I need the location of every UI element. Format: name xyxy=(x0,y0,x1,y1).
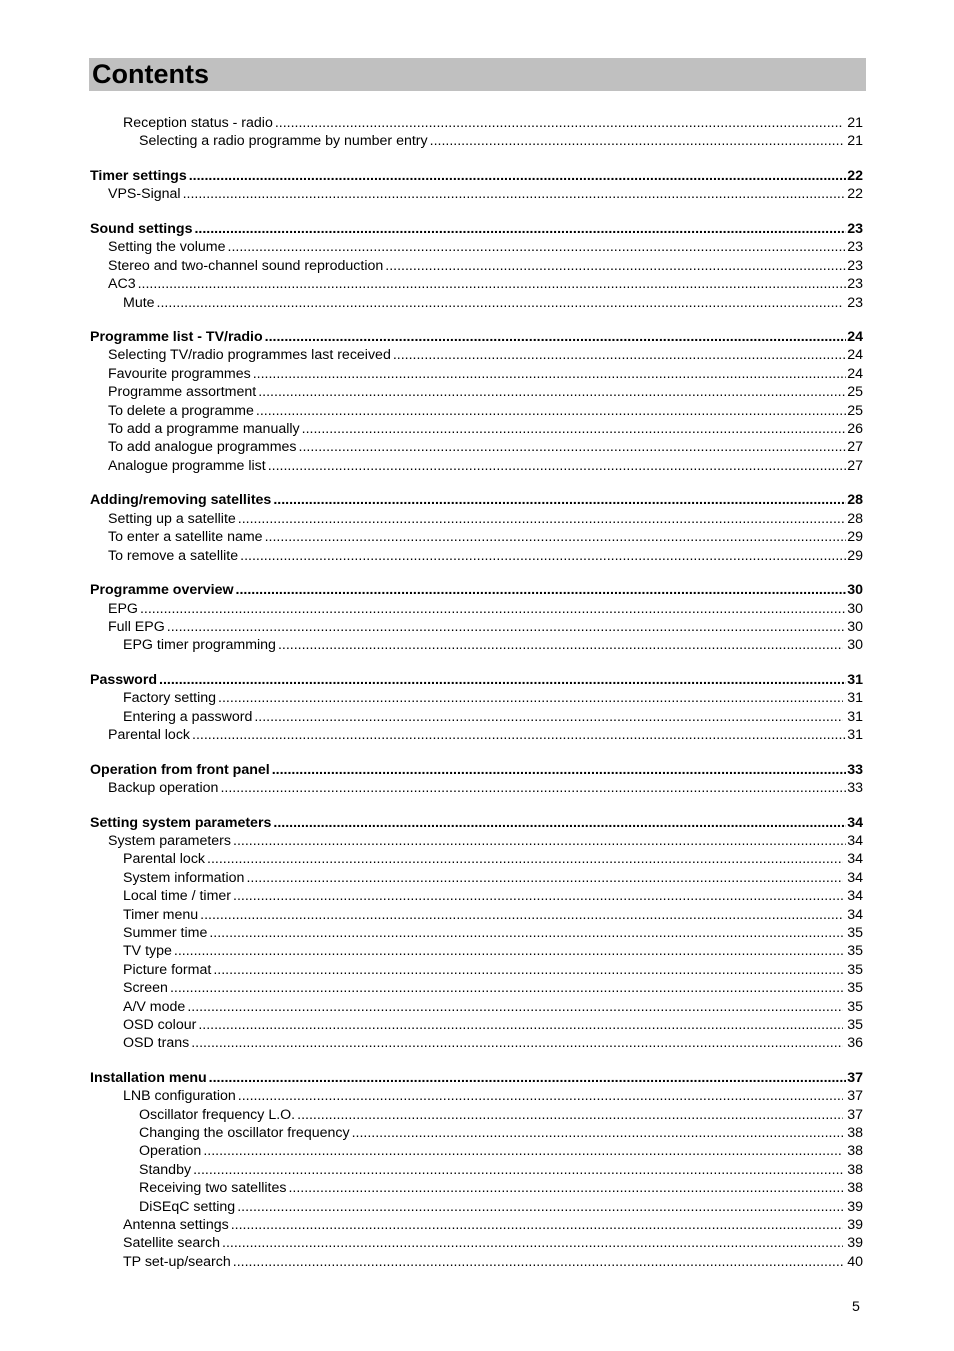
toc-entry-title: Adding/removing satellites xyxy=(90,492,272,509)
toc-entry-title: EPG timer programming xyxy=(123,637,276,654)
toc-entry-title: Mute xyxy=(123,294,155,311)
toc-entry-page: 23 xyxy=(847,294,863,311)
toc-entry[interactable] xyxy=(90,257,863,275)
toc-entry[interactable] xyxy=(90,346,863,364)
toc-entry[interactable] xyxy=(90,1034,863,1052)
toc-entry[interactable] xyxy=(90,365,863,383)
toc-entry-title: Programme overview xyxy=(90,582,234,599)
toc-entry-title: Summer time xyxy=(123,924,208,941)
section-gap xyxy=(90,744,863,760)
toc-entry-page: 24 xyxy=(847,365,863,382)
toc-entry[interactable] xyxy=(90,887,863,905)
section-gap xyxy=(90,312,863,328)
toc-entry-title: Full EPG xyxy=(108,618,165,635)
toc-entry[interactable] xyxy=(90,924,863,942)
toc-entry[interactable] xyxy=(90,1198,863,1216)
toc-entry-page: 37 xyxy=(847,1069,863,1086)
toc-entry[interactable] xyxy=(90,600,863,618)
toc-entry[interactable] xyxy=(90,1161,863,1179)
dot-leader xyxy=(170,979,843,997)
toc-entry-page: 36 xyxy=(847,1035,863,1052)
dot-leader xyxy=(265,328,847,346)
dot-leader xyxy=(200,906,843,924)
section-gap xyxy=(90,655,863,671)
dot-leader xyxy=(297,1106,843,1124)
toc-entry-title: Local time / timer xyxy=(123,888,232,905)
dot-leader xyxy=(220,779,846,797)
dot-leader xyxy=(203,1142,843,1160)
toc-entry[interactable] xyxy=(90,1179,863,1197)
toc-entry-page: 26 xyxy=(847,421,863,438)
toc-entry-page: 24 xyxy=(847,329,863,346)
dot-leader xyxy=(194,220,846,238)
toc-entry-page: 25 xyxy=(847,384,863,401)
toc-entry[interactable] xyxy=(90,438,863,456)
toc-entry-title: Entering a password xyxy=(123,708,253,725)
toc-entry-title: Reception status - radio xyxy=(123,115,273,131)
toc-entry-page: 37 xyxy=(847,1088,863,1105)
toc-entry-page: 38 xyxy=(847,1161,863,1178)
toc-entry[interactable] xyxy=(90,1106,863,1124)
toc-entry-title: EPG xyxy=(108,600,138,617)
toc-entry-title: DiSEqC setting xyxy=(139,1198,236,1215)
dot-leader xyxy=(253,365,847,383)
toc-entry-page: 30 xyxy=(847,582,863,599)
toc-entry-page: 22 xyxy=(847,186,863,203)
dot-leader xyxy=(236,581,847,599)
dot-leader xyxy=(222,1234,843,1252)
toc-entry-page: 23 xyxy=(847,276,863,293)
toc-entry-page: 38 xyxy=(847,1125,863,1142)
toc-entry-title: Screen xyxy=(123,980,168,997)
toc-entry-page: 24 xyxy=(847,347,863,364)
toc-entry[interactable] xyxy=(90,1142,863,1160)
dot-leader xyxy=(231,1216,844,1234)
toc-entry-page: 40 xyxy=(847,1253,863,1270)
dot-leader xyxy=(272,761,847,779)
toc-entry-title: Analogue programme list xyxy=(108,457,266,474)
dot-leader xyxy=(237,1198,843,1216)
dot-leader xyxy=(191,1034,843,1052)
dot-leader xyxy=(278,636,843,654)
toc-entry-title: To add a programme manually xyxy=(108,421,300,438)
toc-entry-page: 34 xyxy=(847,814,863,831)
toc-entry-title: Receiving two satellites xyxy=(139,1180,287,1197)
toc-section-heading[interactable] xyxy=(90,328,863,346)
dot-leader xyxy=(218,689,843,707)
toc-entry-title: A/V mode xyxy=(123,998,186,1015)
dot-leader xyxy=(207,850,843,868)
dot-leader xyxy=(240,547,846,565)
toc-entry-page: 35 xyxy=(847,1016,863,1033)
toc-entry-title: System information xyxy=(123,869,245,886)
toc-entry-title: AC3 xyxy=(108,276,136,293)
toc-entry[interactable] xyxy=(90,528,863,546)
toc-entry-title: Setting the volume xyxy=(108,239,226,256)
toc-entry[interactable] xyxy=(90,1124,863,1142)
dot-leader xyxy=(268,457,847,475)
toc-entry-title: OSD colour xyxy=(123,1016,197,1033)
toc-entry-title: Parental lock xyxy=(108,727,191,744)
dot-leader xyxy=(167,618,846,636)
toc-entry[interactable] xyxy=(90,510,863,528)
dot-leader xyxy=(187,998,843,1016)
toc-entry-page: 27 xyxy=(847,457,863,474)
toc-entry-page: 28 xyxy=(847,510,863,527)
toc-entry-page: 37 xyxy=(847,1106,863,1123)
toc-entry[interactable] xyxy=(90,942,863,960)
toc-entry-page: 27 xyxy=(847,439,863,456)
toc-entry[interactable] xyxy=(90,618,863,636)
toc-entry-page: 38 xyxy=(847,1180,863,1197)
toc-entry-title: Setting up a satellite xyxy=(108,510,236,527)
toc-entry-page: 39 xyxy=(847,1235,863,1252)
dot-leader xyxy=(138,275,847,293)
toc-entry[interactable] xyxy=(90,998,863,1016)
toc-section-heading[interactable] xyxy=(90,220,863,238)
dot-leader xyxy=(246,869,843,887)
toc-entry-page: 23 xyxy=(847,220,863,237)
toc-entry-page: 30 xyxy=(847,600,863,617)
section-gap xyxy=(90,1053,863,1069)
toc-entry[interactable] xyxy=(90,132,863,150)
dot-leader xyxy=(302,420,847,438)
toc-entry[interactable] xyxy=(90,1234,863,1252)
toc-entry[interactable] xyxy=(90,708,863,726)
toc-entry-page: 30 xyxy=(847,637,863,654)
dot-leader xyxy=(299,438,847,456)
toc-entry-title: Picture format xyxy=(123,961,212,978)
dot-leader xyxy=(193,1161,843,1179)
toc-entry[interactable] xyxy=(90,1087,863,1105)
toc-entry[interactable] xyxy=(90,726,863,744)
toc-entry-title: Backup operation xyxy=(108,780,219,797)
dot-leader xyxy=(233,1253,843,1271)
toc-entry-title: Installation menu xyxy=(90,1069,207,1086)
dot-leader xyxy=(393,346,846,364)
toc-entry[interactable] xyxy=(90,1253,863,1271)
toc-entry[interactable] xyxy=(90,420,863,438)
dot-leader xyxy=(352,1124,844,1142)
toc-entry-title: TV type xyxy=(123,943,172,960)
toc-entry-page: 28 xyxy=(847,492,863,509)
toc-entry[interactable] xyxy=(90,636,863,654)
toc-section-heading[interactable] xyxy=(90,814,863,832)
dot-leader xyxy=(228,238,847,256)
toc-entry[interactable] xyxy=(90,979,863,997)
toc-section-heading[interactable] xyxy=(90,491,863,509)
toc-entry-page: 34 xyxy=(847,869,863,886)
toc-entry-page: 35 xyxy=(847,943,863,960)
toc-entry[interactable] xyxy=(90,185,863,203)
toc-entry[interactable] xyxy=(90,869,863,887)
toc-entry-page: 35 xyxy=(847,980,863,997)
section-gap xyxy=(90,151,863,167)
toc-entry-page: 33 xyxy=(847,761,863,778)
toc-entry-page: 35 xyxy=(847,998,863,1015)
dot-leader xyxy=(189,167,847,185)
toc-entry[interactable] xyxy=(90,1016,863,1034)
dot-leader xyxy=(209,1069,847,1087)
toc-entry-title: To delete a programme xyxy=(108,402,254,419)
dot-leader xyxy=(192,726,846,744)
toc-entry[interactable] xyxy=(90,961,863,979)
toc-entry-title: LNB configuration xyxy=(123,1088,236,1105)
toc-entry-page: 29 xyxy=(847,547,863,564)
toc-entry-page: 31 xyxy=(847,690,863,707)
toc-entry[interactable] xyxy=(90,1216,863,1234)
toc-entry-page: 34 xyxy=(847,851,863,868)
toc-section-heading[interactable] xyxy=(90,1069,863,1087)
toc-section-heading[interactable] xyxy=(90,761,863,779)
toc-entry-page: 35 xyxy=(847,924,863,941)
toc-entry-title: Changing the oscillator frequency xyxy=(139,1125,350,1142)
toc-entry-page: 31 xyxy=(847,708,863,725)
dot-leader xyxy=(209,924,843,942)
dot-leader xyxy=(140,600,846,618)
toc-section-heading[interactable] xyxy=(90,671,863,689)
dot-leader xyxy=(258,383,846,401)
toc-entry-page: 23 xyxy=(847,239,863,256)
toc-entry-page: 34 xyxy=(847,888,863,905)
toc-entry-title: Favourite programmes xyxy=(108,365,251,382)
dot-leader xyxy=(288,1179,843,1197)
dot-leader xyxy=(233,887,843,905)
toc-section-heading[interactable] xyxy=(90,167,863,185)
section-gap xyxy=(90,565,863,581)
toc-entry-title: Setting system parameters xyxy=(90,814,272,831)
toc-entry-page: 21 xyxy=(847,133,863,150)
toc-entry-title: VPS-Signal xyxy=(108,186,181,203)
toc-entry-page: 39 xyxy=(847,1217,863,1233)
dot-leader xyxy=(273,491,846,509)
dot-leader xyxy=(198,1016,843,1034)
toc-entry-title: Operation xyxy=(139,1143,202,1160)
section-gap xyxy=(90,797,863,813)
toc-entry-title: TP set-up/search xyxy=(123,1253,231,1270)
toc-entry-title: System parameters xyxy=(108,833,231,849)
toc-entry[interactable] xyxy=(90,547,863,565)
table-of-contents xyxy=(90,114,863,1271)
toc-entry-page: 30 xyxy=(847,618,863,635)
dot-leader xyxy=(183,185,847,203)
page-title: Contents xyxy=(92,59,209,89)
section-gap xyxy=(90,204,863,220)
toc-section-heading[interactable] xyxy=(90,581,863,599)
page-number: 5 xyxy=(852,1299,860,1315)
toc-entry-title: Programme list - TV/radio xyxy=(90,329,263,346)
toc-entry[interactable] xyxy=(90,457,863,475)
dot-leader xyxy=(265,528,847,546)
toc-entry-page: 34 xyxy=(847,906,863,923)
dot-leader xyxy=(430,132,844,150)
toc-entry-title: Password xyxy=(90,671,158,688)
toc-entry-title: Operation from front panel xyxy=(90,761,270,778)
toc-entry-title: To enter a satellite name xyxy=(108,529,263,546)
toc-entry-title: Sound settings xyxy=(90,220,193,237)
dot-leader xyxy=(213,961,843,979)
dot-leader xyxy=(157,294,844,312)
toc-entry-title: Timer settings xyxy=(90,167,187,184)
dot-leader xyxy=(174,942,843,960)
dot-leader xyxy=(254,708,843,726)
toc-entry-page: 35 xyxy=(847,961,863,978)
toc-entry[interactable] xyxy=(90,779,863,797)
toc-entry-title: Programme assortment xyxy=(108,384,257,401)
toc-entry-title: OSD trans xyxy=(123,1035,190,1052)
toc-entry[interactable] xyxy=(90,850,863,868)
toc-entry-title: Stereo and two-channel sound reproduction xyxy=(108,257,384,274)
contents-heading-bar xyxy=(89,58,866,91)
toc-entry-page: 31 xyxy=(847,671,863,688)
toc-entry-page: 34 xyxy=(847,833,863,849)
toc-entry-title: Selecting a radio programme by number entry xyxy=(139,133,428,150)
toc-entry[interactable] xyxy=(90,114,863,132)
dot-leader xyxy=(238,1087,843,1105)
toc-entry[interactable] xyxy=(90,689,863,707)
toc-entry[interactable] xyxy=(90,832,863,850)
dot-leader xyxy=(233,832,846,850)
section-gap xyxy=(90,475,863,491)
toc-entry-page: 33 xyxy=(847,780,863,797)
dot-leader xyxy=(273,814,846,832)
toc-entry-title: To remove a satellite xyxy=(108,547,239,564)
toc-entry-page: 39 xyxy=(847,1198,863,1215)
toc-entry[interactable] xyxy=(90,402,863,420)
toc-entry-title: Satellite search xyxy=(123,1235,220,1252)
dot-leader xyxy=(385,257,846,275)
toc-entry-page: 38 xyxy=(847,1143,863,1160)
dot-leader xyxy=(159,671,846,689)
toc-entry-page: 25 xyxy=(847,402,863,419)
toc-entry-title: Standby xyxy=(139,1161,192,1178)
toc-entry-page: 21 xyxy=(847,115,863,131)
toc-entry-page: 23 xyxy=(847,257,863,274)
dot-leader xyxy=(238,510,846,528)
toc-entry[interactable] xyxy=(90,383,863,401)
toc-entry-page: 22 xyxy=(847,167,863,184)
toc-entry-page: 31 xyxy=(847,727,863,744)
toc-entry-title: Timer menu xyxy=(123,906,199,923)
toc-entry-title: Antenna settings xyxy=(123,1217,229,1233)
toc-entry-title: Oscillator frequency L.O. xyxy=(139,1106,296,1123)
dot-leader xyxy=(275,114,843,132)
toc-entry-title: Selecting TV/radio programmes last received xyxy=(108,347,391,364)
toc-entry[interactable] xyxy=(90,275,863,293)
toc-entry-title: To add analogue programmes xyxy=(108,439,297,456)
toc-entry[interactable] xyxy=(90,906,863,924)
toc-entry[interactable] xyxy=(90,238,863,256)
toc-entry-title: Factory setting xyxy=(123,690,217,707)
dot-leader xyxy=(256,402,846,420)
toc-entry[interactable] xyxy=(90,294,863,312)
toc-entry-title: Parental lock xyxy=(123,851,206,868)
toc-entry-page: 29 xyxy=(847,529,863,546)
